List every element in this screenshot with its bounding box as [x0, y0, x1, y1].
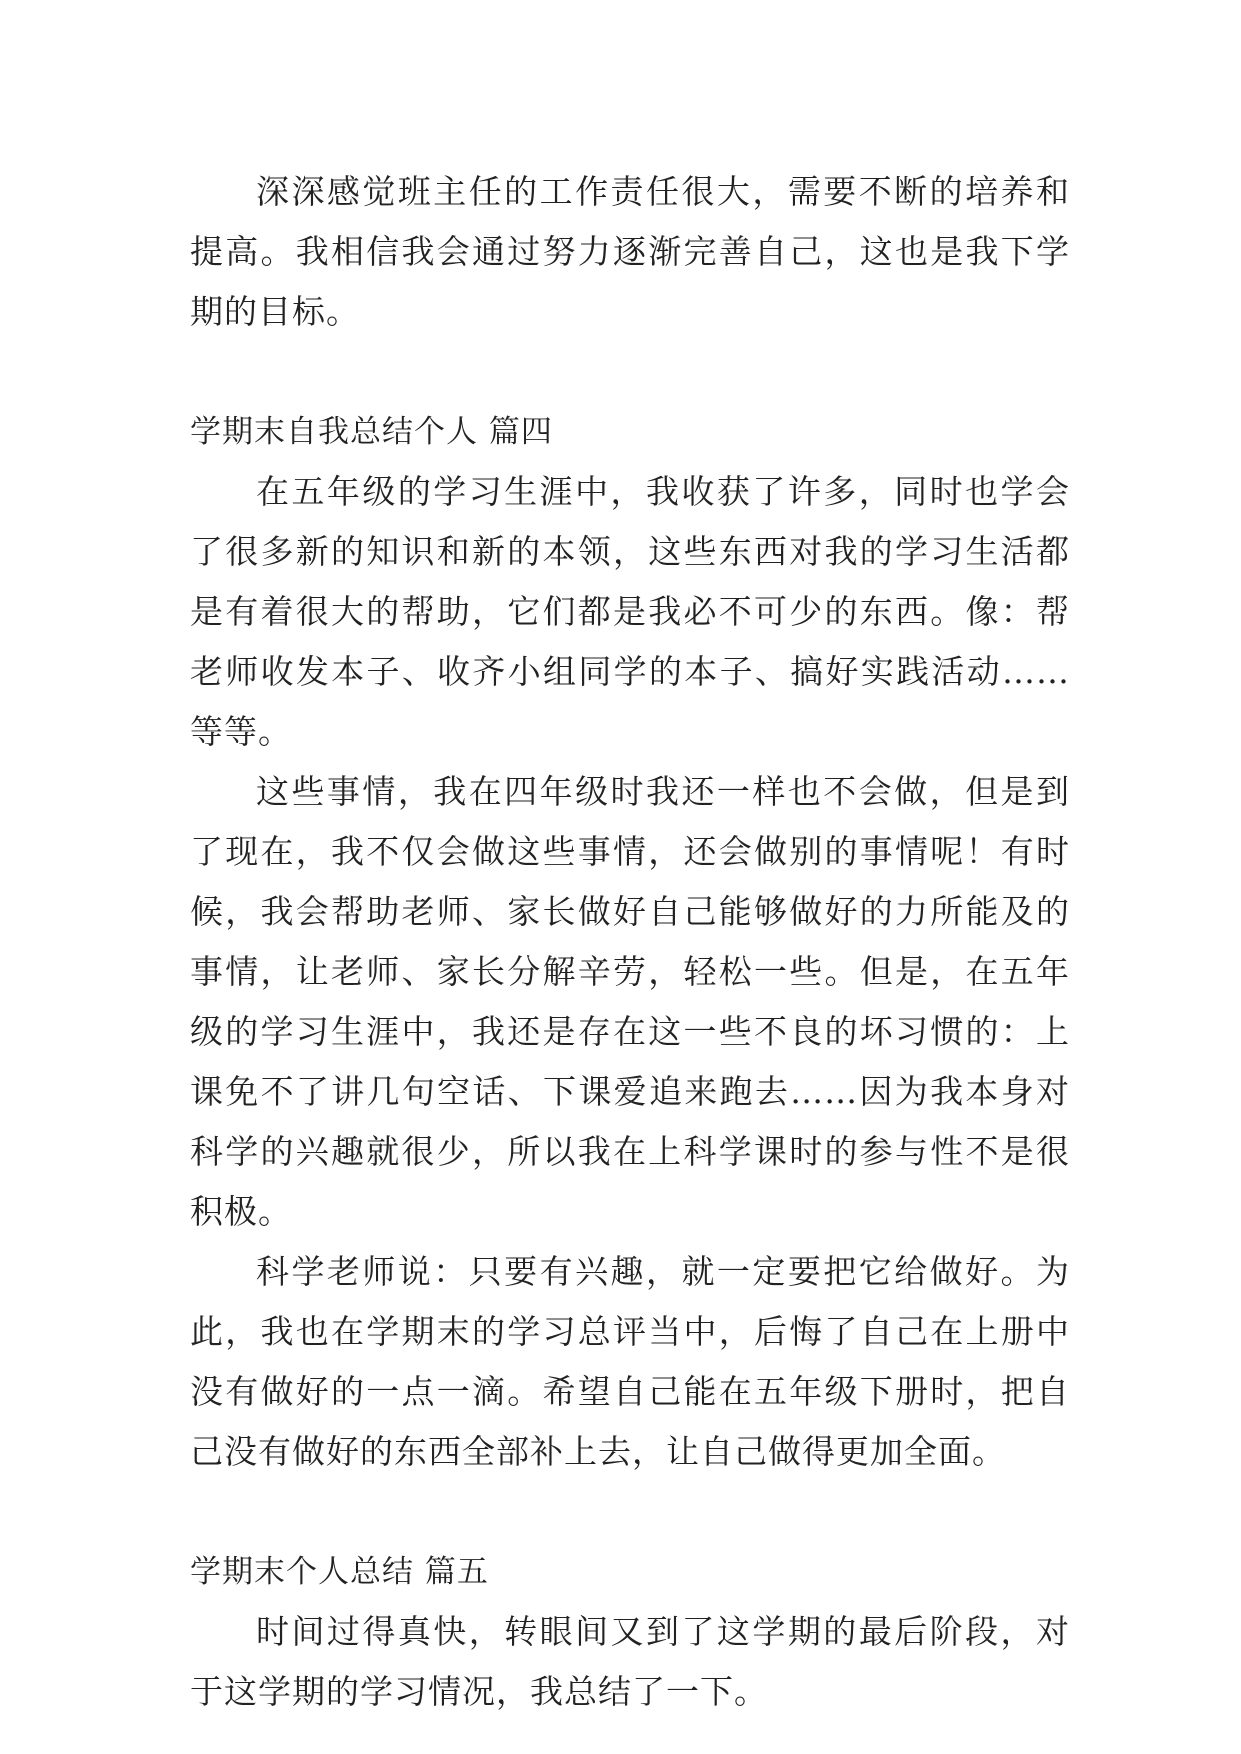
paragraph: 在五年级的学习生涯中，我收获了许多，同时也学会了很多新的知识和新的本领，这些东西对我的学习生活都是有着很大的帮助，它们都是我必不可少的东西。像：帮老师收发本子、收齐小组同学的本子、搞好实践活动……等等。: [190, 472, 1070, 751]
section-spacer: [190, 1482, 1070, 1542]
section-heading: 学期末个人总结 篇五: [190, 1554, 489, 1590]
paragraph: 时间过得真快，转眼间又到了这学期的最后阶段，对于这学期的学习情况，我总结了一下。: [190, 1612, 1070, 1711]
paragraph: 深深感觉班主任的工作责任很大，需要不断的培养和提高。我相信我会通过努力逐渐完善自己，这也是我下学期的目标。: [190, 172, 1070, 331]
paragraph: 这些事情，我在四年级时我还一样也不会做，但是到了现在，我不仅会做这些事情，还会做别的事情呢！有时候，我会帮助老师、家长做好自己能够做好的力所能及的事情，让老师、家长分解辛劳，轻松一些。但是，在五年级的学习生涯中，我还是存在这一些不良的坏习惯的：上课免不了讲几句空话、下课爱追来跑去……因为我本身对科学的兴趣就很少，所以我在上科学课时的参与性不是很积极。: [190, 772, 1070, 1231]
section-spacer: [190, 342, 1070, 402]
document-body: [190, 162, 1070, 1722]
paragraph: 科学老师说：只要有兴趣，就一定要把它给做好。为此，我也在学期末的学习总评当中，后悔了自己在上册中没有做好的一点一滴。希望自己能在五年级下册时，把自己没有做好的东西全部补上去，让自己做得更加全面。: [190, 1252, 1070, 1471]
section-heading: 学期末自我总结个人 篇四: [190, 414, 553, 450]
